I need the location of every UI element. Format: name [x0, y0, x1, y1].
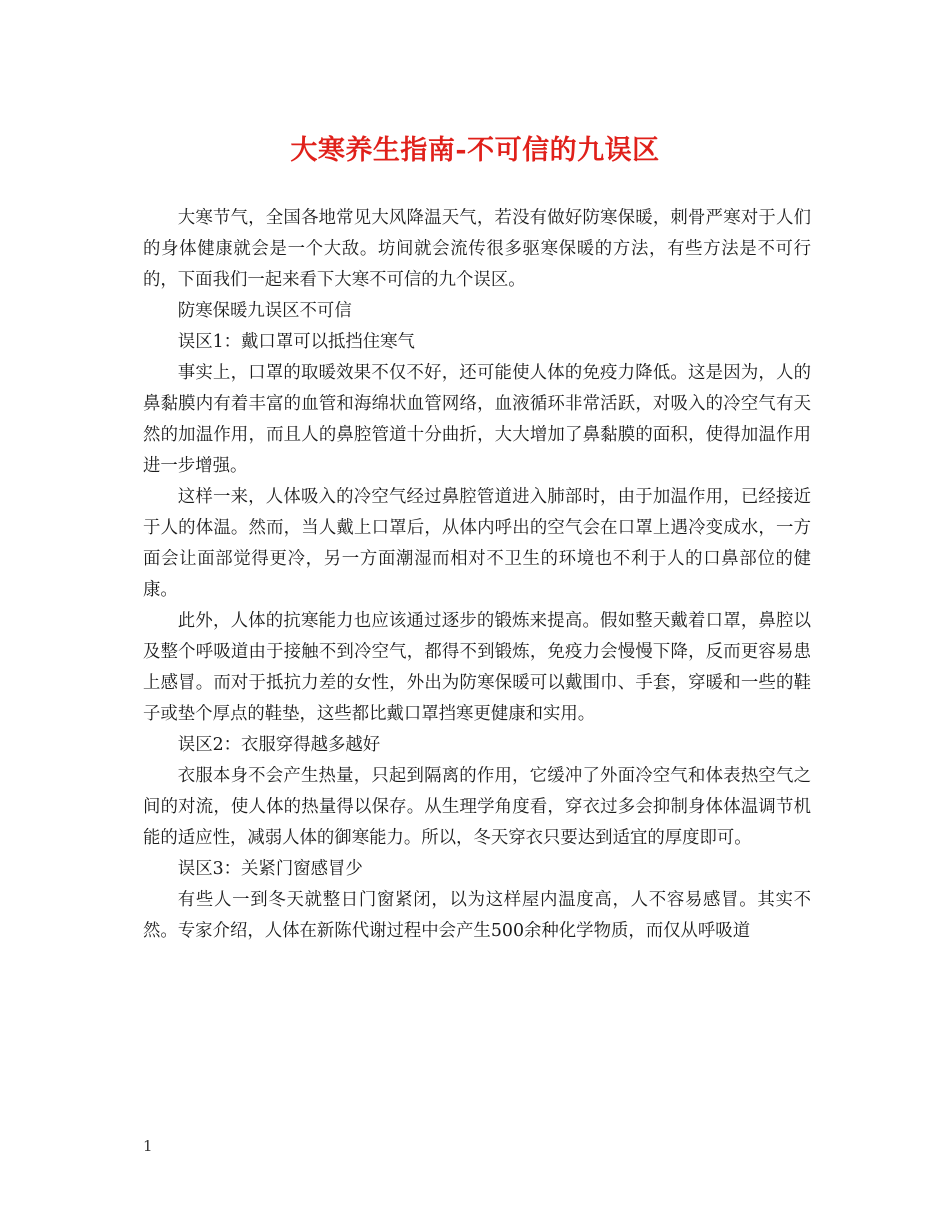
page-number: 1 [143, 1137, 153, 1155]
document-title: 大寒养生指南-不可信的九误区 [290, 135, 660, 166]
document-body [143, 203, 811, 947]
section-heading: 防寒保暖九误区不可信 [177, 301, 352, 321]
myth-1-paragraph: 此外，人体的抗寒能力也应该通过逐步的锻炼来提高。假如整天戴着口罩，鼻腔以及整个呼吸道由于接触不到冷空气，都得不到锻炼，免疫力会慢慢下降，反而更容易患上感冒。而对于抵抗力差的女性，外出为防寒保暖可以戴围巾、手套，穿暖和一些的鞋子或垫个厚点的鞋垫，这些都比戴口罩挡寒更健康和实用。 [143, 611, 811, 724]
myth-2-paragraph: 衣服本身不会产生热量，只起到隔离的作用，它缓冲了外面冷空气和体表热空气之间的对流，使人体的热量得以保存。从生理学角度看，穿衣过多会抑制身体体温调节机能的适应性，减弱人体的御寒能力。所以，冬天穿衣只要达到适宜的厚度即可。 [143, 766, 811, 848]
intro-paragraph: 大寒节气，全国各地常见大风降温天气，若没有做好防寒保暖，刺骨严寒对于人们的身体健康就会是一个大敌。坊间就会流传很多驱寒保暖的方法，有些方法是不可行的，下面我们一起来看下大寒不可信的九个误区。 [143, 208, 811, 290]
myth-1-paragraph: 事实上，口罩的取暖效果不仅不好，还可能使人体的免疫力降低。这是因为，人的鼻黏膜内有着丰富的血管和海绵状血管网络，血液循环非常活跃，对吸入的冷空气有天然的加温作用，而且人的鼻腔管道十分曲折，大大增加了鼻黏膜的面积，使得加温作用进一步增强。 [143, 363, 811, 476]
myth-1-heading: 误区1：戴口罩可以抵挡住寒气 [177, 332, 415, 352]
myth-1-paragraph: 这样一来，人体吸入的冷空气经过鼻腔管道进入肺部时，由于加温作用，已经接近于人的体温。然而，当人戴上口罩后，从体内呼出的空气会在口罩上遇冷变成水，一方面会让面部觉得更冷，另一方面潮湿而相对不卫生的环境也不利于人的口鼻部位的健康。 [143, 487, 811, 600]
myth-3-heading: 误区3：关紧门窗感冒少 [177, 859, 363, 879]
myth-3-paragraph: 有些人一到冬天就整日门窗紧闭，以为这样屋内温度高，人不容易感冒。其实不然。专家介绍，人体在新陈代谢过程中会产生500余种化学物质，而仅从呼吸道 [143, 890, 811, 941]
myth-2-heading: 误区2：衣服穿得越多越好 [177, 735, 381, 755]
